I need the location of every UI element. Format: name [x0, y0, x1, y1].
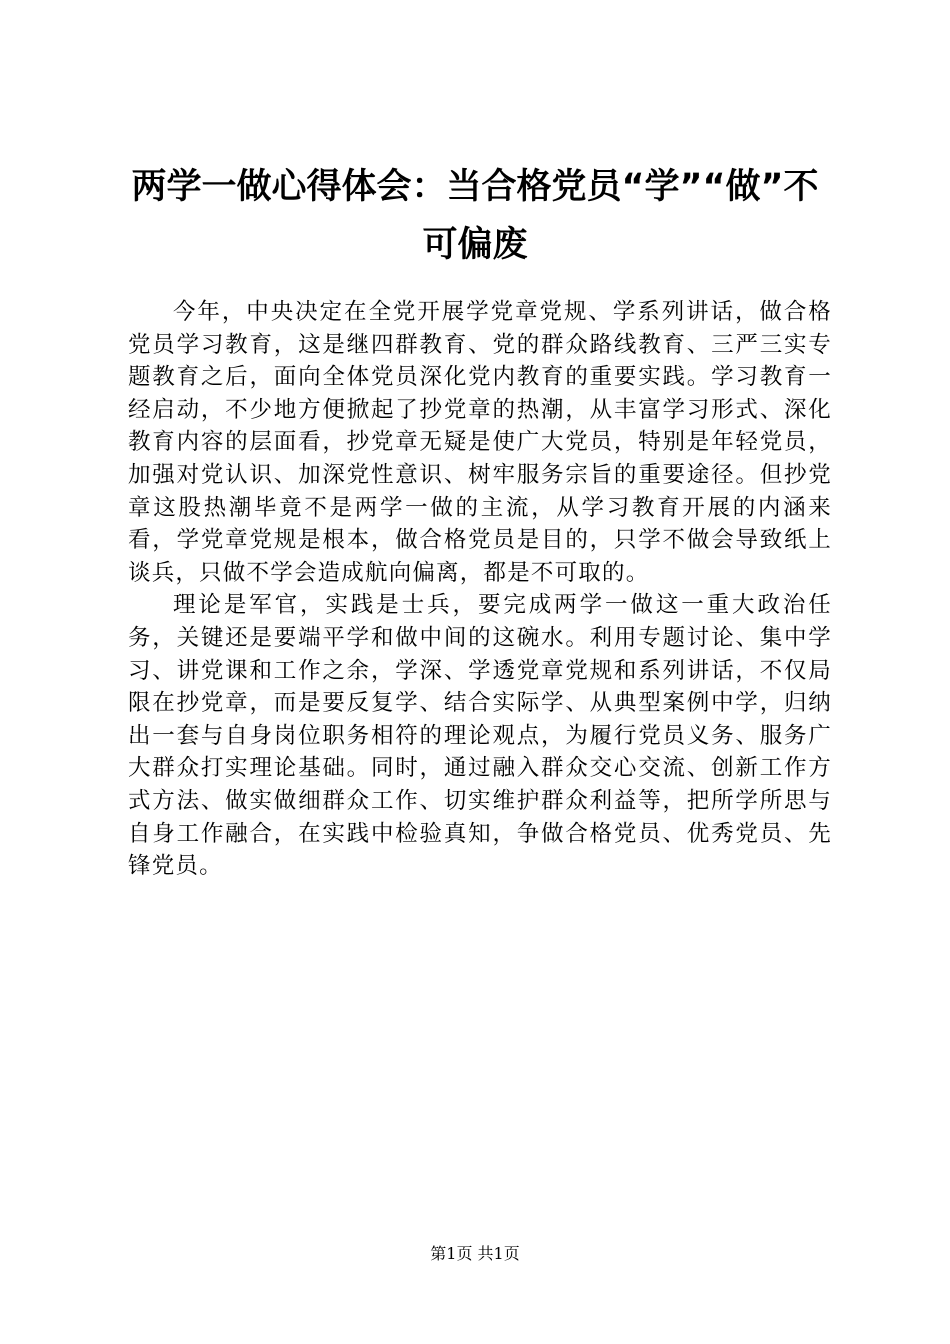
document-title: 两学一做心得体会：当合格党员“学”“做”不可偏废: [131, 167, 819, 265]
body-paragraph-1: 今年，中央决定在全党开展学党章党规、学系列讲话，做合格党员学习教育，这是继四群教育、党的群众路线教育、三严三实专题教育之后，面向全体党员深化党内教育的重要实践。学习教育一经启动，不少地方便掀起了抄党章的热潮，从丰富学习形式、深化教育内容的层面看，抄党章无疑是使广大党员，特别是年轻党员，加强对党认识、加深党性意识、树牢服务宗旨的重要途径。但抄党章这股热潮毕竟不是两学一做的主流，从学习教育开展的内涵来看，学党章党规是根本，做合格党员是目的，只学不做会导致纸上谈兵，只做不学会造成航向偏离，都是不可取的。: [128, 299, 832, 586]
page-footer: 第1页 共1页: [430, 1244, 520, 1263]
body-paragraph-2: 理论是军官，实践是士兵，要完成两学一做这一重大政治任务，关键还是要端平学和做中间的这碗水。利用专题讨论、集中学习、讲党课和工作之余，学深、学透党章党规和系列讲话，不仅局限在抄党章，而是要反复学、结合实际学、从典型案例中学，归纳出一套与自身岗位职务相符的理论观点，为履行党员义务、服务广大群众打实理论基础。同时，通过融入群众交心交流、创新工作方式方法、做实做细群众工作、切实维护群众利益等，把所学所思与自身工作融合，在实践中检验真知，争做合格党员、优秀党员、先锋党员。: [128, 592, 832, 880]
document-body: [128, 296, 832, 883]
